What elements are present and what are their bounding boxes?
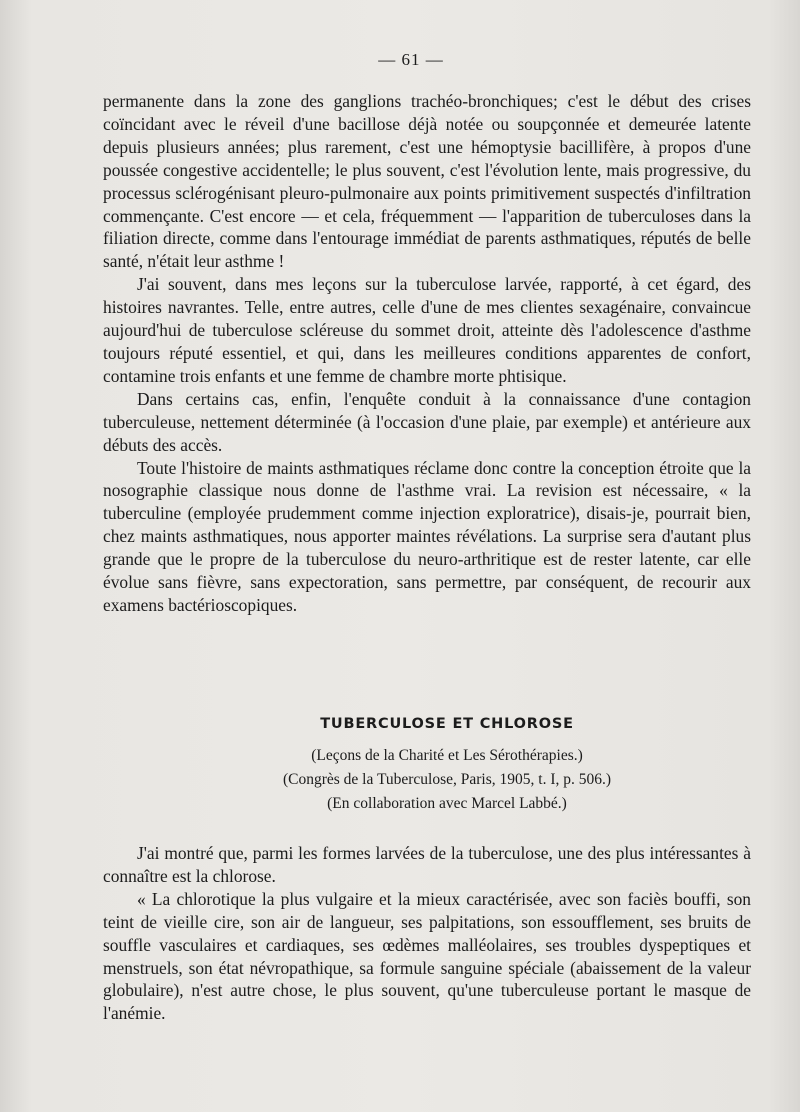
section-title: TUBERCULOSE ET CHLOROSE — [320, 716, 574, 732]
paragraph-continuation: permanente dans la zone des ganglions trachéo-bronchiques; c'est le début des crises coïncidant avec le réveil d'une bacillose déjà notée ou soupçonnée et demeurée latente depuis plusieurs années; plus rarement, c'est une hémoptysie bacillifère, à propos d'une poussée congestive accidentelle; le plus souvent, c'est l'évolution lente, mais progressive, du processus sclérogénisant pleuro-pulmonaire aux points primitivement suspectés d'infiltration commençante. C'est encore — et cela, fréquemment — l'apparition de tuberculoses dans la filiation directe, comme dans l'entourage immédiat de parents asthmatiques, réputés de belle santé, n'était leur asthme ! — [103, 91, 751, 272]
body-text-lower — [103, 842, 751, 1025]
paragraph: « La chlorotique la plus vulgaire et la mieux caractérisée, avec son faciès bouffi, son teint de vieille cire, son air de langueur, ses palpitations, son essoufflement, ses bruits de souffle vasculaires et cardiaques, ses œdèmes malléolaires, ses troubles dyspeptiques et menstruels, son état névropathique, sa formule sanguine spéciale (abaissement de la valeur globulaire), n'est autre chose, le plus souvent, qu'une tuberculeuse portant le masque de l'anémie. — [103, 888, 751, 1024]
paragraph: Toute l'histoire de maints asthmatiques réclame donc contre la conception étroite que la nosographie classique nous donne de l'asthme vrai. La revision est nécessaire, « la tuberculine (employée prudemment comme injection exploratrice), disais-je, pourrait bien, chez maints asthmatiques, nous apporter maintes révélations. La surprise sera d'autant plus grande que le propre de la tuberculose du neuro-arthritique est de rester latente, car elle évolue sans fièvre, sans expectoration, sans permettre, par conséquent, de recourir aux examens bactérioscopiques. — [103, 457, 751, 615]
paragraph: J'ai montré que, parmi les formes larvées de la tuberculose, une des plus intéressantes à connaître est la chlorose. — [103, 843, 751, 886]
body-text-upper — [103, 90, 751, 617]
section-heading — [103, 716, 751, 816]
paragraph: Dans certains cas, enfin, l'enquête conduit à la connaissance d'une contagion tuberculeuse, nettement déterminée (à l'occasion d'une plaie, par exemple) et antérieure aux débuts des accès. — [103, 388, 751, 455]
source-line: (Leçons de la Charité et Les Sérothérapies.) — [311, 747, 583, 764]
source-line: (Congrès de la Tuberculose, Paris, 1905, t. I, p. 506.) — [282, 771, 612, 788]
source-line: (En collaboration avec Marcel Labbé.) — [327, 795, 567, 812]
paragraph: J'ai souvent, dans mes leçons sur la tuberculose larvée, rapporté, à cet égard, des histoires navrantes. Telle, entre autres, celle d'une de mes clientes sexagénaire, convaincue aujourd'hui de tuberculose scléreuse du sommet droit, atteinte dès l'adolescence d'asthme toujours réputé essentiel, et qui, dans les meilleures conditions apparentes de confort, contamine trois enfants et une femme de chambre morte phtisique. — [103, 274, 751, 386]
page-number: — 61 — — [378, 50, 444, 69]
